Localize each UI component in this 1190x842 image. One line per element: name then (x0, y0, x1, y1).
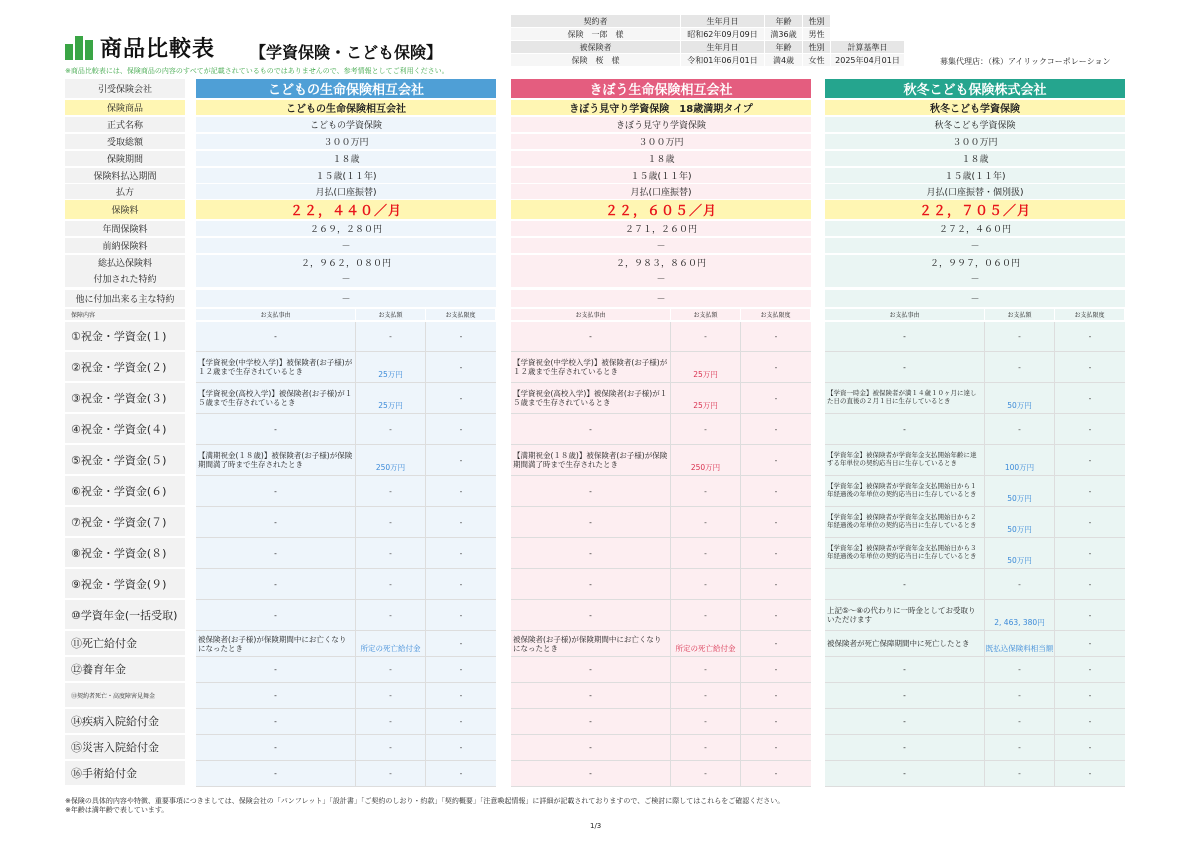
cell-other-riders: － (825, 290, 1125, 308)
payout-amount: - (985, 569, 1055, 599)
coverage-cell (511, 507, 811, 538)
coverage-cell (825, 414, 1125, 445)
payout-reason: 【学資一時金】被保険者が満１４歳１０ヶ月に達した日の直後の２月１日に生存しているとき (825, 383, 985, 413)
info-cell: 性別 (803, 41, 831, 54)
payout-amount: - (671, 414, 741, 444)
coverage-cell (196, 631, 496, 657)
info-cell: 年齢 (765, 15, 803, 28)
row-label-period: 保険期間 (65, 151, 185, 167)
payout-reason: - (196, 507, 356, 537)
page-number: 1/3 (590, 822, 602, 830)
payout-amount: - (985, 683, 1055, 708)
row-label-coverage: 保障内容 (65, 309, 185, 321)
payout-limit: - (774, 769, 778, 778)
info-cell: 男性 (803, 28, 831, 41)
payout-reason: - (511, 414, 671, 444)
row-label-product: 保険商品 (65, 100, 185, 116)
payout-amount: - (985, 322, 1055, 351)
coverage-cell (825, 683, 1125, 709)
info-cell: 保険 桜 様 (511, 54, 681, 67)
payout-limit: - (459, 691, 463, 700)
cell-pay-period: １５歳(１１年) (825, 168, 1125, 184)
footnote: ※保険の具体的内容や特徴、重要事項につきましては、保険会社の「パンフレット」「設計書」「ご契約のしおり・約款」「契約概要」「注意喚起情報」に詳細が記載されておりますので、ご検討に際してはこれらをご確認ください。 (65, 797, 785, 805)
coverage-cell (196, 445, 496, 476)
payout-reason: - (825, 683, 985, 708)
payout-limit: - (459, 517, 463, 527)
payout-amount: 100万円 (985, 445, 1055, 475)
payout-reason: 【学資祝金(高校入学)】被保険者(お子様)が１５歳まで生存されているとき (511, 383, 671, 413)
coverage-label: ⑮災害入院給付金 (65, 735, 185, 760)
subheader-reason: お支払事由 (196, 309, 356, 321)
payout-reason: 被保険者(お子様)が保険期間中にお亡くなりになったとき (511, 631, 671, 656)
payout-limit: - (1088, 548, 1092, 558)
payout-limit: - (459, 332, 463, 341)
coverage-cell (196, 476, 496, 507)
payout-reason: - (511, 507, 671, 537)
payout-reason: 被保険者(お子様)が保険期間中にお亡くなりになったとき (196, 631, 356, 656)
payout-reason: - (196, 735, 356, 760)
payout-reason: 【学資祝金(高校入学)】被保険者(お子様)が１５歳まで生存されているとき (196, 383, 356, 413)
payout-amount: - (356, 709, 426, 734)
payout-reason: - (196, 600, 356, 630)
payout-reason: 【学資年金】被保険者が学資年金支払開始日から３年経過後の年単位の契約応当日に生存しているとき (825, 538, 985, 568)
row-label-company: 引受保険会社 (65, 79, 185, 99)
payout-reason: - (196, 414, 356, 444)
coverage-label: ⑬契約者死亡・高度障害見舞金 (65, 683, 185, 708)
payout-reason: - (825, 735, 985, 760)
subheader-limit: お支払限度 (1055, 309, 1125, 321)
coverage-cell (511, 414, 811, 445)
cell-total: ３００万円 (825, 134, 1125, 150)
payout-amount: - (671, 600, 741, 630)
payout-reason: - (196, 709, 356, 734)
subheader-amount: お支払額 (671, 309, 741, 321)
payout-limit: - (774, 393, 778, 403)
payout-amount: - (671, 538, 741, 568)
coverage-cell (825, 631, 1125, 657)
payout-reason: - (511, 322, 671, 351)
payout-amount: - (356, 322, 426, 351)
cell-premium: ２２，６０５／月 (511, 200, 811, 220)
coverage-cell (511, 476, 811, 507)
coverage-cell (196, 507, 496, 538)
payout-amount: - (356, 735, 426, 760)
coverage-cell (825, 352, 1125, 383)
payout-amount: 25万円 (356, 383, 426, 413)
coverage-cell (825, 476, 1125, 507)
payout-amount: - (356, 600, 426, 630)
payout-amount: - (356, 507, 426, 537)
payout-limit: - (774, 455, 778, 465)
cell-period: １８歳 (511, 151, 811, 167)
payout-amount: 既払込保険料相当額 (985, 631, 1055, 656)
coverage-label: ⑧祝金・学資金(８) (65, 538, 185, 568)
payout-amount: - (671, 657, 741, 682)
cell-pay-period: １５歳(１１年) (196, 168, 496, 184)
cell-other-riders: － (196, 290, 496, 308)
coverage-label: ⑦祝金・学資金(７) (65, 507, 185, 537)
cell-prepaid: － (825, 238, 1125, 254)
payout-reason: - (825, 657, 985, 682)
payout-reason: - (196, 683, 356, 708)
payout-limit: - (1088, 424, 1092, 434)
payout-amount: - (671, 569, 741, 599)
payout-limit: - (1088, 665, 1092, 674)
payout-amount: 25万円 (671, 352, 741, 382)
payout-reason: 【学資年金】被保険者が学資年金支払開始日から２年経過後の年単位の契約応当日に生存しているとき (825, 507, 985, 537)
payout-limit: - (774, 332, 778, 341)
payout-limit: - (1088, 639, 1092, 648)
payout-amount: - (671, 761, 741, 786)
cell-company: こどもの生命保険相互会社 (196, 79, 496, 99)
subheader-limit: お支払限度 (426, 309, 496, 321)
payout-amount: - (671, 709, 741, 734)
row-label-official: 正式名称 (65, 117, 185, 133)
info-cell: 生年月日 (681, 41, 765, 54)
row-label-prepaid: 前納保険料 (65, 238, 185, 254)
coverage-cell (511, 600, 811, 631)
coverage-cell (196, 383, 496, 414)
coverage-cell (825, 569, 1125, 600)
payout-amount: 50万円 (985, 383, 1055, 413)
info-cell: 生年月日 (681, 15, 765, 28)
cell-payment: 月払(口座振替) (196, 184, 496, 200)
payout-amount: - (985, 735, 1055, 760)
coverage-cell (511, 631, 811, 657)
coverage-cell (196, 683, 496, 709)
coverage-cell (196, 600, 496, 631)
payout-amount: - (671, 735, 741, 760)
payout-limit: - (1088, 579, 1092, 589)
cell-annual: ２６９，２８０円 (196, 221, 496, 237)
payout-limit: - (774, 424, 778, 434)
payout-amount: - (356, 683, 426, 708)
payout-reason: - (196, 657, 356, 682)
payout-amount: - (356, 538, 426, 568)
agent-name: 募集代理店：（株）アイリックコーポレーション (940, 57, 1111, 66)
row-label-other-riders: 他に付加出来る主な特約 (65, 290, 185, 308)
payout-amount: 50万円 (985, 476, 1055, 506)
payout-reason: - (511, 683, 671, 708)
payout-reason: - (196, 569, 356, 599)
payout-limit: - (1088, 332, 1092, 341)
payout-limit: - (459, 639, 463, 648)
info-cell: 契約者 (511, 15, 681, 28)
row-label-riders: 付加された特約 (65, 270, 185, 288)
cell-period: １８歳 (196, 151, 496, 167)
notice-text: ※商品比較表には、保険商品の内容のすべてが記載されているものではありませんので、参考情報としてご利用ください。 (65, 67, 449, 75)
info-cell: 満4歳 (765, 54, 803, 67)
payout-reason: - (196, 476, 356, 506)
payout-limit: - (774, 579, 778, 589)
payout-amount: - (985, 657, 1055, 682)
cell-premium: ２２，７０５／月 (825, 200, 1125, 220)
coverage-cell (196, 657, 496, 683)
cell-company: 秋冬こども保険株式会社 (825, 79, 1125, 99)
payout-reason: - (825, 761, 985, 786)
coverage-label: ①祝金・学資金(１) (65, 322, 185, 351)
coverage-label: ②祝金・学資金(２) (65, 352, 185, 382)
coverage-cell (511, 445, 811, 476)
info-cell: 満36歳 (765, 28, 803, 41)
coverage-cell (825, 507, 1125, 538)
payout-amount: - (356, 761, 426, 786)
row-label-premium: 保険料 (65, 200, 185, 220)
cell-prepaid: － (511, 238, 811, 254)
info-cell: 2025年04月01日 (831, 54, 905, 67)
coverage-cell (825, 657, 1125, 683)
cell-payment: 月払(口座振替) (511, 184, 811, 200)
payout-limit: - (774, 517, 778, 527)
payout-reason: - (511, 476, 671, 506)
coverage-cell (511, 657, 811, 683)
payout-limit: - (459, 665, 463, 674)
coverage-label: ⑯手術給付金 (65, 761, 185, 786)
payout-amount: 250万円 (356, 445, 426, 475)
payout-reason: 上記⑤～⑧の代わりに一時金としてお受取りいただけます (825, 600, 985, 630)
subheader-reason: お支払事由 (511, 309, 671, 321)
coverage-cell (196, 735, 496, 761)
cell-product: 秋冬こども学資保険 (825, 100, 1125, 116)
payout-amount: 50万円 (985, 538, 1055, 568)
coverage-label: ⑥祝金・学資金(６) (65, 476, 185, 506)
coverage-label: ⑩学資年金(一括受取) (65, 600, 185, 630)
page-subtitle: 【学資保険・こども保険】 (250, 43, 443, 62)
payout-limit: - (774, 743, 778, 752)
coverage-cell (196, 569, 496, 600)
payout-reason: - (511, 657, 671, 682)
coverage-cell (196, 538, 496, 569)
coverage-cell (196, 414, 496, 445)
cell-company: きぼう生命保険相互会社 (511, 79, 811, 99)
info-cell: 令和01年06月01日 (681, 54, 765, 67)
coverage-label: ⑨祝金・学資金(９) (65, 569, 185, 599)
payout-reason: 【満期祝金(１８歳)】被保険者(お子様)が保険期間満了時まで生存されたとき (196, 445, 356, 475)
payout-reason: - (825, 352, 985, 382)
coverage-cell (511, 709, 811, 735)
cell-riders: － (196, 270, 496, 288)
info-cell: 保険 一郎 様 (511, 28, 681, 41)
cell-product: きぼう見守り学資保険 18歳満期タイプ (511, 100, 811, 116)
payout-amount: - (671, 322, 741, 351)
subheader-reason: お支払事由 (825, 309, 985, 321)
subheader-limit: お支払限度 (741, 309, 811, 321)
coverage-cell (196, 761, 496, 787)
coverage-cell (825, 600, 1125, 631)
payout-amount: - (356, 569, 426, 599)
cell-riders: － (511, 270, 811, 288)
payout-limit: - (459, 362, 463, 372)
cell-annual: ２７２，４６０円 (825, 221, 1125, 237)
payout-reason: 【学資年金】被保険者が学資年金支払開始年齢に達する年単位の契約応当日に生存しているとき (825, 445, 985, 475)
payout-amount: 25万円 (356, 352, 426, 382)
coverage-cell (825, 761, 1125, 787)
payout-reason: - (196, 538, 356, 568)
payout-reason: - (825, 322, 985, 351)
row-label-annual: 年間保険料 (65, 221, 185, 237)
payout-limit: - (459, 769, 463, 778)
coverage-cell (511, 322, 811, 352)
coverage-cell (511, 683, 811, 709)
cell-prepaid: － (196, 238, 496, 254)
coverage-cell (511, 735, 811, 761)
cell-other-riders: － (511, 290, 811, 308)
coverage-cell (511, 538, 811, 569)
payout-reason: - (196, 322, 356, 351)
coverage-cell (825, 445, 1125, 476)
payout-reason: - (825, 709, 985, 734)
payout-limit: - (459, 393, 463, 403)
cell-official: きぼう見守り学資保険 (511, 117, 811, 133)
payout-limit: - (459, 548, 463, 558)
payout-amount: - (671, 683, 741, 708)
row-label-payment: 払方 (65, 184, 185, 200)
payout-reason: - (196, 761, 356, 786)
payout-amount: - (356, 414, 426, 444)
coverage-cell (196, 709, 496, 735)
payout-reason: - (825, 569, 985, 599)
payout-amount: - (356, 476, 426, 506)
coverage-cell (196, 322, 496, 352)
payout-limit: - (774, 548, 778, 558)
coverage-label: ⑤祝金・学資金(５) (65, 445, 185, 475)
coverage-cell (825, 709, 1125, 735)
payout-amount: - (671, 476, 741, 506)
info-cell: 計算基準日 (831, 41, 905, 54)
payout-amount: - (985, 352, 1055, 382)
coverage-label: ⑪死亡給付金 (65, 631, 185, 656)
cell-official: こどもの学資保険 (196, 117, 496, 133)
payout-limit: - (774, 486, 778, 496)
coverage-cell (511, 383, 811, 414)
coverage-label: ③祝金・学資金(３) (65, 383, 185, 413)
coverage-cell (196, 352, 496, 383)
cell-total-pay: ２，９９７，０６０円 (825, 255, 1125, 271)
payout-limit: - (1088, 517, 1092, 527)
subheader-amount: お支払額 (985, 309, 1055, 321)
payout-limit: - (459, 717, 463, 726)
cell-riders: － (825, 270, 1125, 288)
payout-amount: - (671, 507, 741, 537)
payout-amount: - (985, 414, 1055, 444)
cell-period: １８歳 (825, 151, 1125, 167)
payout-amount: 25万円 (671, 383, 741, 413)
info-cell: 女性 (803, 54, 831, 67)
payout-limit: - (1088, 717, 1092, 726)
payout-limit: - (774, 691, 778, 700)
payout-amount: - (356, 657, 426, 682)
row-label-total-pay: 総払込保険料 (65, 255, 185, 271)
coverage-cell (511, 569, 811, 600)
cell-total: ３００万円 (511, 134, 811, 150)
payout-reason: 【学資祝金(中学校入学)】被保険者(お子様)が１２歳まで生存されているとき (196, 352, 356, 382)
payout-amount: 所定の死亡給付金 (671, 631, 741, 656)
payout-limit: - (774, 665, 778, 674)
payout-reason: - (511, 538, 671, 568)
coverage-label: ⑫養育年金 (65, 657, 185, 682)
payout-limit: - (459, 579, 463, 589)
payout-limit: - (1088, 362, 1092, 372)
coverage-cell (511, 761, 811, 787)
payout-limit: - (1088, 691, 1092, 700)
payout-limit: - (459, 486, 463, 496)
payout-reason: - (511, 761, 671, 786)
payout-reason: - (511, 569, 671, 599)
payout-amount: - (985, 761, 1055, 786)
subheader-amount: お支払額 (356, 309, 426, 321)
payout-reason: - (511, 600, 671, 630)
payout-limit: - (459, 455, 463, 465)
payout-reason: 【満期祝金(１８歳)】被保険者(お子様)が保険期間満了時まで生存されたとき (511, 445, 671, 475)
footnotes (65, 797, 784, 816)
payout-limit: - (1088, 455, 1092, 465)
payout-reason: 被保険者が死亡保障期間中に死亡したとき (825, 631, 985, 656)
payout-amount: 所定の死亡給付金 (356, 631, 426, 656)
row-label-pay-period: 保険料払込期間 (65, 168, 185, 184)
page-title: 商品比較表 (100, 37, 216, 62)
cell-product: こどもの生命保険相互会社 (196, 100, 496, 116)
row-label-total: 受取総額 (65, 134, 185, 150)
payout-reason: 【学資祝金(中学校入学)】被保険者(お子様)が１２歳まで生存されているとき (511, 352, 671, 382)
payout-limit: - (1088, 769, 1092, 778)
cell-total-pay: ２，９６２，０８０円 (196, 255, 496, 271)
payout-limit: - (459, 743, 463, 752)
payout-limit: - (774, 717, 778, 726)
coverage-cell (825, 322, 1125, 352)
payout-reason: - (511, 709, 671, 734)
payout-limit: - (1088, 743, 1092, 752)
info-cell: 被保険者 (511, 41, 681, 54)
coverage-cell (825, 383, 1125, 414)
cell-pay-period: １５歳(１１年) (511, 168, 811, 184)
payout-amount: - (985, 709, 1055, 734)
cell-total-pay: ２，９８３，８６０円 (511, 255, 811, 271)
info-cell: 昭和62年09月09日 (681, 28, 765, 41)
payout-amount: 50万円 (985, 507, 1055, 537)
payout-limit: - (774, 639, 778, 648)
payout-limit: - (774, 610, 778, 620)
payout-reason: 【学資年金】被保険者が学資年金支払開始日から１年経過後の年単位の契約応当日に生存しているとき (825, 476, 985, 506)
payout-limit: - (459, 424, 463, 434)
payout-amount: 2, 463, 380円 (985, 600, 1055, 630)
payout-limit: - (774, 362, 778, 372)
coverage-cell (511, 352, 811, 383)
info-cell: 性別 (803, 15, 831, 28)
coverage-label: ⑭疾病入院給付金 (65, 709, 185, 734)
info-cell: 年齢 (765, 41, 803, 54)
logo-icon (65, 36, 95, 60)
payout-amount: 250万円 (671, 445, 741, 475)
payout-limit: - (1088, 610, 1092, 620)
coverage-cell (825, 538, 1125, 569)
cell-payment: 月払(口座振替・個別扱) (825, 184, 1125, 200)
cell-total: ３００万円 (196, 134, 496, 150)
payout-limit: - (1088, 486, 1092, 496)
coverage-cell (825, 735, 1125, 761)
contract-info-table (510, 14, 905, 67)
coverage-label: ④祝金・学資金(４) (65, 414, 185, 444)
payout-limit: - (459, 610, 463, 620)
payout-limit: - (1088, 393, 1092, 403)
footnote: ※年齢は満年齢で表しています。 (65, 806, 169, 815)
cell-premium: ２２，４４０／月 (196, 200, 496, 220)
payout-reason: - (511, 735, 671, 760)
cell-official: 秋冬こども学資保険 (825, 117, 1125, 133)
cell-annual: ２７１，２６０円 (511, 221, 811, 237)
payout-reason: - (825, 414, 985, 444)
